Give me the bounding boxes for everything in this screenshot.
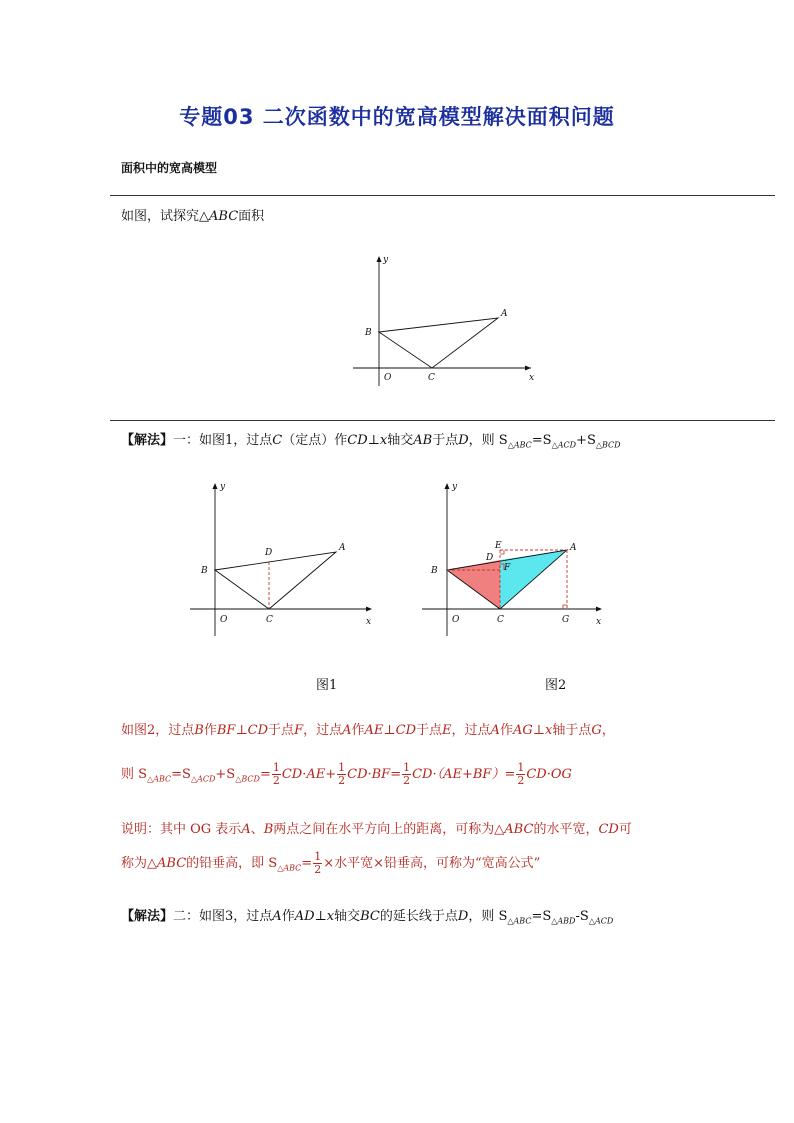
method1-perp: ⊥	[367, 433, 380, 448]
fig2-text-f: F	[294, 723, 304, 738]
method1-s: S	[498, 433, 508, 448]
note-p6: 的铅垂高，即 S	[186, 856, 278, 871]
frac3-num: 1	[403, 761, 411, 774]
method2-tag: 【解法】	[121, 909, 174, 924]
fig2-label-o: O	[452, 615, 460, 625]
fig1-label-b: B	[201, 566, 208, 576]
frac4-num: 1	[517, 761, 525, 774]
note-frac-num: 1	[314, 850, 322, 863]
formula-sub1: △ABC	[147, 774, 172, 784]
fig2-text-cd2: CD	[395, 723, 417, 738]
frac1-num: 1	[272, 761, 280, 774]
method1-eq: =S	[531, 433, 552, 448]
fig2-label-b: B	[431, 566, 438, 576]
note-p1: 说明：其中 OG 表示	[121, 822, 242, 837]
figure-1	[185, 478, 380, 640]
fig2-text-p3: 于点	[268, 723, 295, 738]
method1-cd: CD	[347, 433, 368, 448]
formula-eq: =S	[171, 767, 191, 782]
formula-frac-3	[402, 762, 411, 787]
method1-line	[121, 429, 621, 450]
note-p5: 称为	[121, 856, 148, 871]
method2-bc: BC	[360, 909, 380, 924]
figure-0-triangle-abc	[345, 252, 545, 392]
method2-x: x	[326, 909, 335, 924]
formula-eq2: =	[259, 767, 271, 782]
method1-middle2: 轴交	[387, 433, 414, 448]
method1-ab: AB	[413, 433, 433, 448]
method2-ad: AD	[294, 909, 315, 924]
fig2-text-bf: BF	[216, 723, 236, 738]
note-tri: △ABC	[494, 822, 534, 837]
frac4-den: 2	[517, 774, 525, 787]
fig1-label-o: O	[220, 615, 228, 625]
fig2-text-perp1: ⊥	[235, 723, 248, 738]
fig2-text-p7: ，过点	[451, 723, 491, 738]
divider-mid	[110, 420, 775, 421]
method1-sub1: △ABC	[507, 440, 532, 450]
fig0-x-arrow-icon	[525, 366, 531, 371]
fig1-label-d: D	[265, 548, 273, 558]
fig2-label-g: G	[562, 615, 570, 625]
method1-sub2: △ACD	[551, 440, 577, 450]
fig2-description	[121, 719, 615, 738]
method2-p5: ，则 S	[468, 909, 508, 924]
method2-eq: =S	[531, 909, 552, 924]
fig2-label-d: D	[486, 553, 494, 563]
fig2-text-p5: 作	[351, 723, 365, 738]
fig1-label-x: x	[366, 617, 372, 627]
frac2-den: 2	[338, 774, 346, 787]
fig0-label-x: x	[529, 373, 535, 383]
method1-middle1: （定点）作	[282, 433, 348, 448]
fig2-label-c: C	[497, 615, 504, 625]
fig2-text-p10: ，	[601, 723, 615, 738]
note-b: B	[263, 822, 274, 837]
formula-frac-4	[516, 762, 525, 787]
fig0-label-y: y	[383, 255, 389, 265]
formula-t4: CD·OG	[526, 767, 572, 782]
fig2-right-angle-g	[563, 605, 567, 609]
fig2-text-p4: ，过点	[303, 723, 343, 738]
note-a: A	[241, 822, 251, 837]
formula-t1: CD·AE+	[281, 767, 337, 782]
method2-d: D	[457, 909, 469, 924]
frac1-den: 2	[272, 774, 280, 787]
fig0-label-a: A	[501, 309, 508, 319]
formula-sub2: △ACD	[190, 774, 216, 784]
note-tri2: △ABC	[147, 856, 187, 871]
fig2-text-perp3: ⊥	[532, 723, 545, 738]
method2-p2: 作	[281, 909, 295, 924]
method2-p3: 轴交	[334, 909, 361, 924]
fig2-label-a: A	[570, 543, 577, 553]
fig1-triangle	[215, 552, 336, 609]
intro-line	[121, 205, 264, 224]
fig2-text-p2: 作	[203, 723, 217, 738]
fig2-text-a2: A	[490, 723, 500, 738]
note-frac	[313, 851, 322, 876]
method2-sub2: △ABD	[551, 916, 576, 926]
fig2-text-p6: 于点	[416, 723, 443, 738]
method1-middle3: 于点	[432, 433, 459, 448]
method1-tag: 【解法】	[121, 433, 174, 448]
fig2-label-x: x	[596, 617, 602, 627]
note-p2: 两点之间在水平方向上的距离，可称为	[273, 822, 495, 837]
fig2-text-e: E	[442, 723, 452, 738]
fig2-label-y: y	[452, 482, 458, 492]
method1-prefix: 一：如图1，过点	[173, 433, 273, 448]
fig2-text-g: G	[591, 723, 602, 738]
caption-fig2: 图2	[545, 678, 567, 693]
frac2-num: 1	[338, 761, 346, 774]
intro-prefix: 如图，试探究	[121, 209, 200, 224]
method1-plus: +S	[576, 433, 596, 448]
fig2-text-b: B	[194, 723, 204, 738]
method2-line	[121, 905, 613, 926]
method1-c: C	[272, 433, 283, 448]
method2-p4: 的延长线于点	[379, 909, 458, 924]
fig0-label-c: C	[428, 373, 435, 383]
page-title: 专题03 二次函数中的宽高模型解决面积问题	[179, 105, 615, 129]
fig0-label-b: B	[365, 328, 372, 338]
method2-sub3: △ACD	[588, 916, 614, 926]
fig0-y-arrow-icon	[377, 256, 382, 262]
fig1-label-y: y	[220, 482, 226, 492]
note-line-1	[121, 818, 632, 837]
note-p8: ×水平宽×铅垂高，可称为“宽高公式”	[323, 856, 541, 871]
note-sub: △ABC	[277, 863, 302, 873]
fig2-text-p9: 轴于点	[552, 723, 592, 738]
fig2-text-cd1: CD	[247, 723, 269, 738]
note-cd: CD	[598, 822, 619, 837]
caption-fig1: 图1	[316, 678, 338, 693]
formula-t3: CD·（AE+BF）=	[412, 767, 516, 782]
fig2-x-arrow-icon	[596, 607, 602, 612]
divider-top	[110, 195, 775, 196]
section-heading: 面积中的宽高模型	[121, 161, 218, 175]
method2-minus: -S	[575, 909, 589, 924]
fig1-x-arrow-icon	[366, 607, 372, 612]
note-line-2	[121, 851, 540, 876]
method1-middle4: ，则	[468, 433, 499, 448]
method2-a: A	[272, 909, 282, 924]
formula-frac-1	[272, 762, 281, 787]
fig2-red-region	[447, 560, 500, 609]
fig2-text-ag: AG	[512, 723, 533, 738]
fig2-text-p1: 如图2，过点	[121, 723, 195, 738]
note-p7: =	[301, 856, 313, 871]
fig2-text-p8: 作	[499, 723, 513, 738]
method2-p1: 二：如图3，过点	[173, 909, 273, 924]
formula-frac-2	[337, 762, 346, 787]
fig0-label-o: O	[384, 373, 392, 383]
fig2-text-ae: AE	[364, 723, 384, 738]
frac3-den: 2	[403, 774, 411, 787]
fig1-label-a: A	[339, 543, 346, 553]
formula-t2: CD·BF=	[347, 767, 402, 782]
fig0-triangle	[379, 318, 498, 368]
intro-triangle: △ABC	[199, 209, 239, 224]
formula-line	[121, 762, 572, 787]
method2-perp: ⊥	[314, 909, 327, 924]
fig2-label-e: E	[495, 541, 502, 551]
method1-d: D	[458, 433, 469, 448]
method2-sub1: △ABC	[507, 916, 532, 926]
note-frac-den: 2	[314, 863, 322, 876]
formula-sub3: △BCD	[235, 774, 260, 784]
fig1-y-arrow-icon	[213, 483, 218, 489]
formula-then: 则 S	[121, 767, 148, 782]
method1-sub3: △BCD	[595, 440, 621, 450]
fig2-text-a1: A	[342, 723, 352, 738]
method1-x: x	[379, 433, 388, 448]
fig2-label-f: F	[504, 563, 511, 573]
note-sep: 、	[250, 822, 264, 837]
fig2-text-perp2: ⊥	[383, 723, 396, 738]
fig1-label-c: C	[266, 615, 273, 625]
figure-2	[418, 478, 613, 640]
formula-plus: +S	[215, 767, 236, 782]
fig2-y-arrow-icon	[445, 483, 450, 489]
intro-suffix: 面积	[238, 209, 265, 224]
note-p4: 可	[618, 822, 632, 837]
fig2-text-x: x	[544, 723, 553, 738]
note-p3: 的水平宽，	[533, 822, 599, 837]
